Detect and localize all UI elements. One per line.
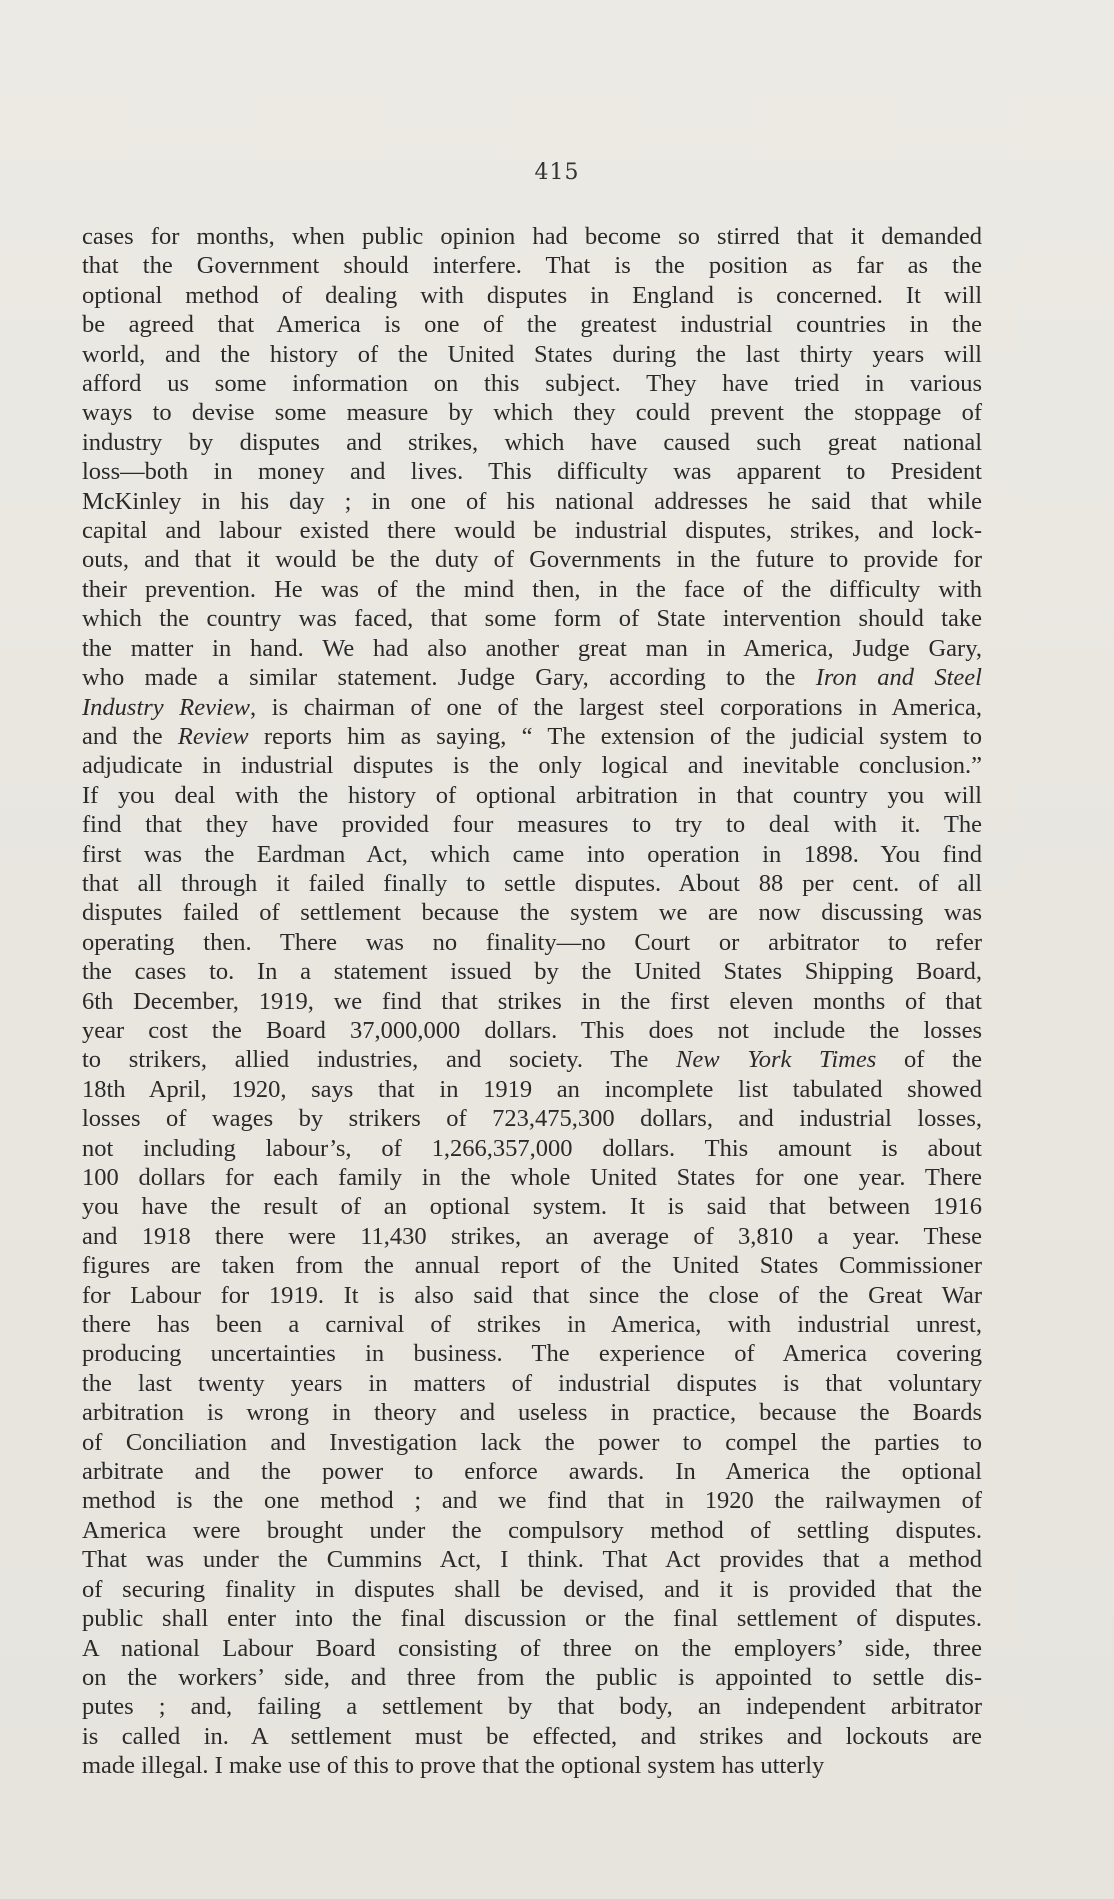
text-line: 100 dollars for each family in the whole United States for one year. There	[82, 1164, 982, 1191]
text-line: and 1918 there were 11,430 strikes, an average of 3,810 a year. These	[82, 1222, 982, 1250]
text-line: that the Government should interfere. That is the position as far as the	[82, 252, 982, 280]
text-line: cases for months, when public opinion had become so stirred that it demanded	[82, 223, 982, 250]
text-line: If you deal with the history of optional arbitration in that country you will	[82, 781, 982, 809]
text-line: adjudicate in industrial disputes is the only logical and inevitable conclusion.”	[82, 752, 982, 780]
body-text	[82, 222, 982, 1781]
text-line: on the workers’ side, and three from the public is appointed to settle dis-	[82, 1663, 982, 1691]
text-line: which the country was faced, that some form of State intervention should take	[82, 605, 982, 633]
text-line: A national Labour Board consisting of three on the employers’ side, three	[82, 1634, 982, 1662]
text-line: arbitration is wrong in theory and useless in practice, because the Boards	[82, 1399, 982, 1427]
text-line: losses of wages by strikers of 723,475,300 dollars, and industrial losses,	[82, 1105, 982, 1133]
text-line: of securing finality in disputes shall be devised, and it is provided that the	[82, 1575, 982, 1603]
text-line: world, and the history of the United States during the last thirty years will	[82, 340, 982, 368]
text-line: there has been a carnival of strikes in America, with industrial unrest,	[82, 1311, 982, 1339]
page-number: 415	[534, 160, 580, 185]
text-line: McKinley in his day ; in one of his national addresses he said that while	[82, 487, 982, 515]
text-line: putes ; and, failing a settlement by that body, an independent arbitrator	[82, 1693, 982, 1721]
text-line: that all through it failed finally to settle disputes. About 88 per cent. of all	[82, 869, 982, 897]
text-line: year cost the Board 37,000,000 dollars. This does not include the losses	[82, 1016, 982, 1044]
text-line: arbitrate and the power to enforce awards. In America the optional	[82, 1458, 982, 1486]
text-line: for Labour for 1919. It is also said that since the close of the Great War	[82, 1281, 982, 1309]
text-line: capital and labour existed there would be industrial disputes, strikes, and lock-	[82, 517, 982, 545]
text-line: made illegal. I make use of this to prove that the optional system has utterly	[82, 1752, 825, 1780]
text-line: first was the Eardman Act, which came into operation in 1898. You find	[82, 840, 982, 868]
text-line: public shall enter into the final discussion or the final settlement of disputes.	[82, 1605, 982, 1633]
text-line: industry by disputes and strikes, which have caused such great national	[82, 428, 982, 456]
text-line: Industry Review, is chairman of one of the largest steel corporations in America,	[82, 693, 982, 721]
text-line: disputes failed of settlement because the system we are now discussing was	[82, 899, 982, 927]
text-line: to strikers, allied industries, and society. The New York Times of the	[82, 1046, 983, 1074]
text-line: 18th April, 1920, says that in 1919 an incomplete list tabulated showed	[82, 1075, 982, 1103]
text-line: optional method of dealing with disputes in England is concerned. It will	[82, 281, 982, 309]
text-line: and the Review reports him as saying, “ The extension of the judicial system to	[82, 722, 982, 750]
text-line: That was under the Cummins Act, I think. That Act provides that a method	[82, 1546, 982, 1574]
text-line: afford us some information on this subject. They have tried in various	[82, 370, 982, 398]
text-line: be agreed that America is one of the greatest industrial countries in the	[82, 311, 982, 339]
text-line: you have the result of an optional system. It is said that between 1916	[82, 1193, 982, 1221]
text-line: the cases to. In a statement issued by the United States Shipping Board,	[82, 958, 982, 986]
text-line: figures are taken from the annual report of the United States Commissioner	[82, 1252, 982, 1280]
text-line: 6th December, 1919, we find that strikes in the first eleven months of that	[82, 987, 982, 1015]
text-line: find that they have provided four measures to try to deal with it. The	[82, 811, 982, 839]
text-line: the last twenty years in matters of industrial disputes is that voluntary	[82, 1369, 982, 1397]
text-line: not including labour’s, of 1,266,357,000 dollars. This amount is about	[82, 1134, 982, 1162]
text-line: outs, and that it would be the duty of Governments in the future to provide for	[82, 546, 982, 574]
text-line: the matter in hand. We had also another great man in America, Judge Gary,	[82, 634, 982, 662]
text-line: producing uncertainties in business. The experience of America covering	[82, 1340, 982, 1368]
text-line: loss—both in money and lives. This difficulty was apparent to President	[82, 458, 982, 486]
text-line: who made a similar statement. Judge Gary, according to the Iron and Steel	[82, 664, 982, 692]
text-line: ways to devise some measure by which they could prevent the stoppage of	[82, 399, 982, 427]
text-line: is called in. A settlement must be effected, and strikes and lockouts are	[82, 1722, 982, 1750]
text-line: operating then. There was no finality—no Court or arbitrator to refer	[82, 928, 982, 956]
text-line: their prevention. He was of the mind then, in the face of the difficulty with	[82, 575, 982, 603]
text-line: method is the one method ; and we find that in 1920 the railwaymen of	[82, 1487, 982, 1515]
text-line: America were brought under the compulsory method of settling disputes.	[82, 1516, 982, 1544]
text-line: of Conciliation and Investigation lack the power to compel the parties to	[82, 1428, 982, 1456]
